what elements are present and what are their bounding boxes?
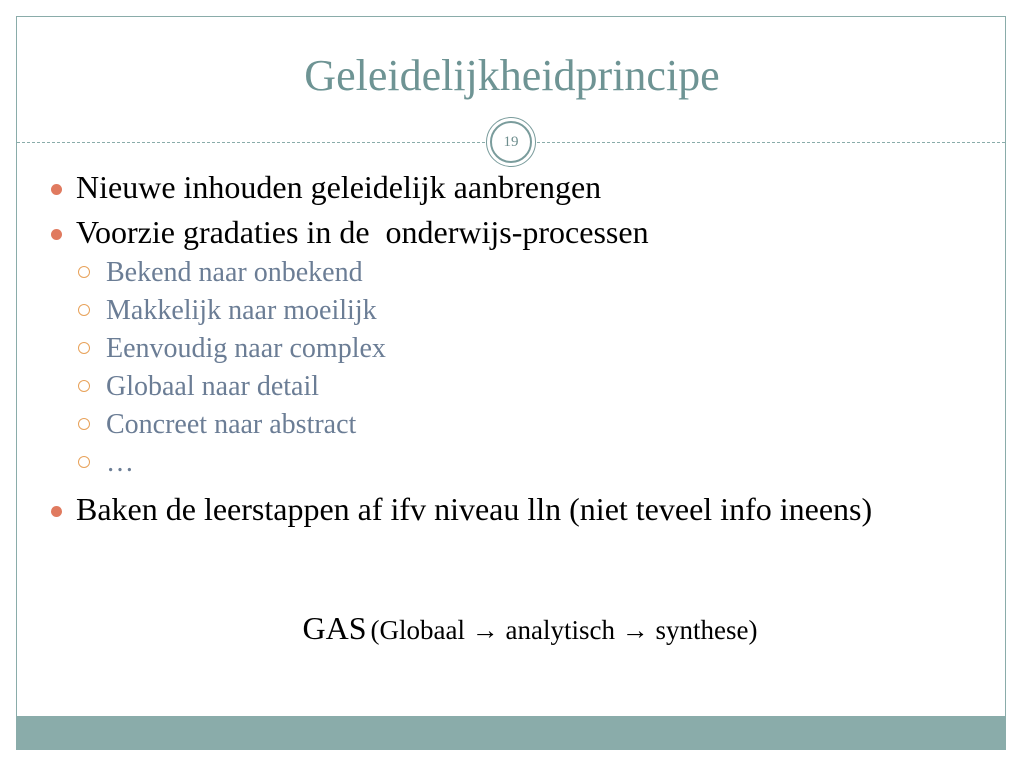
sub-bullet-item [48, 330, 968, 368]
bullet-item [48, 215, 968, 250]
gas-line [0, 610, 1024, 647]
bullet-item [48, 170, 968, 205]
circle-bullet-icon [78, 456, 90, 468]
circle-bullet-icon [78, 266, 90, 278]
bullet-dot-icon [51, 506, 62, 517]
bullet-text: Baken de leerstappen af ifv niveau lln (niet teveel info ineens) [76, 491, 873, 527]
footer-bar [17, 716, 1005, 749]
slide-title: Geleidelijkheidprincipe [304, 51, 720, 100]
sub-bullet-item [48, 444, 968, 482]
slide-number: 19 [490, 121, 532, 163]
circle-bullet-icon [78, 342, 90, 354]
bullet-dot-icon [51, 184, 62, 195]
gas-acronym: GAS [302, 610, 367, 646]
circle-bullet-icon [78, 380, 90, 392]
bullet-text: Voorzie gradaties in de onderwijs-processen [76, 214, 649, 250]
sub-bullet-item [48, 292, 968, 330]
sub-bullet-text: Makkelijk naar moeilijk [106, 295, 377, 326]
sub-bullet-list [48, 254, 968, 482]
sub-bullet-text: Eenvoudig naar complex [106, 333, 386, 364]
sub-bullet-item [48, 368, 968, 406]
sub-bullet-text: … [106, 447, 134, 478]
circle-bullet-icon [78, 304, 90, 316]
bullet-text: Nieuwe inhouden geleidelijk aanbrengen [76, 169, 602, 205]
circle-bullet-icon [78, 418, 90, 430]
gas-expansion: (Globaal → analytisch → synthese) [370, 615, 758, 645]
sub-bullet-item [48, 406, 968, 444]
slide-content [48, 170, 968, 537]
bullet-dot-icon [51, 229, 62, 240]
sub-bullet-item [48, 254, 968, 292]
sub-bullet-text: Bekend naar onbekend [106, 257, 363, 288]
sub-bullet-text: Globaal naar detail [106, 371, 320, 402]
sub-bullet-text: Concreet naar abstract [106, 409, 357, 440]
bullet-item [48, 492, 968, 527]
slide-number-badge [486, 117, 536, 167]
